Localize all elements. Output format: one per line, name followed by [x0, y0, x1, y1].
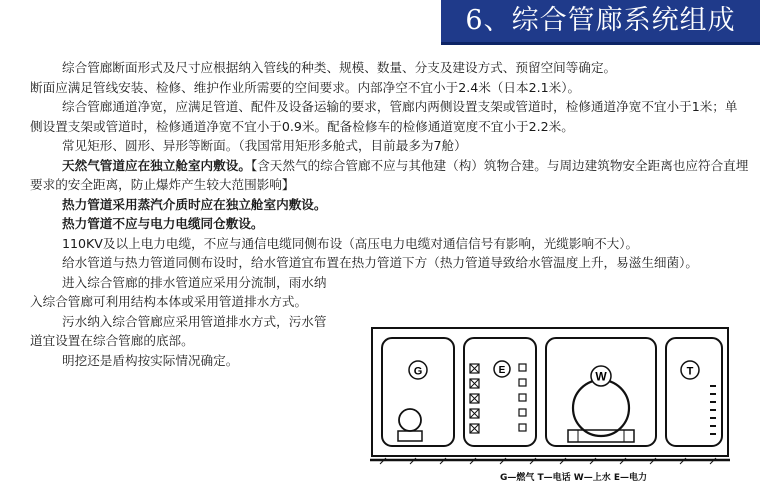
paragraph-6: 热力管道采用蒸汽介质时应在独立舱室内敷设。 [62, 196, 327, 212]
water-pipe [573, 380, 629, 436]
gas-pipe [399, 409, 421, 431]
paragraph-5 [30, 156, 750, 195]
paragraph-12: 明挖还是盾构按实际情况确定。 [62, 352, 239, 368]
paragraph-8: 110KV及以上电力电缆，不应与通信电缆同侧布设（高压电力电缆对通信信号有影响，光缆影响不大）。 [62, 235, 639, 251]
paragraph-3: 综合管廊通道净宽，应满足管道、配件及设备运输的要求，管廊内两侧设置支架或管道时，检修通道净宽不宜小于1米；单侧设置支架或管道时，检修通道净宽不宜小于0.9米。配备检修车的检修通道宽度不宜小于2.2米。 [30, 99, 738, 134]
paragraph-2: 断面应满足管线安装、检修、维护作业所需要的空间要求。内部净空不宜小于2.4米（日本2.1米）。 [30, 79, 581, 95]
telecom-label: T [686, 365, 694, 378]
telecom-brackets [710, 386, 716, 434]
diagram-legend: G—燃气 T—电话 W—上水 E—电力 [500, 473, 648, 483]
gas-label: G [413, 365, 423, 378]
power-label: E [498, 365, 506, 376]
gas-rule: 天然气管道应在独立舱室内敷设。 [62, 157, 251, 173]
paragraph-9: 给水管道与热力管道同侧布设时，给水管道宜布置在热力管道下方（热力管道导致给水管温度上升，易滋生细菌）。 [62, 255, 698, 270]
paragraph-7: 热力管道不应与电力电缆同仓敷设。 [62, 216, 264, 231]
gas-pipe-support [398, 431, 422, 441]
paragraph-10: 进入综合管廊的排水管道应采用分流制，雨水纳入综合管廊可利用结构本体或采用管道排水方式。 [30, 274, 327, 309]
title-banner [441, 0, 760, 45]
tunnel-outer-wall [372, 328, 728, 456]
gas-cabin [382, 338, 454, 446]
gas-rule-note: 【含天然气的综合管廊不应与其他建（构）筑物合建。与周边建筑物安全距离也应符合直埋要求的安全距离，防止爆炸产生较大范围影响】 [30, 157, 749, 192]
cable-trays-right [519, 364, 526, 431]
page-title: 6、综合管廊系统组成 [465, 5, 736, 36]
utility-tunnel-section-diagram [370, 326, 730, 466]
paragraph-4: 常见矩形、圆形、异形等断面。（我国常用矩形多舱式，目前最多为7舱） [62, 138, 467, 153]
paragraph-1: 综合管廊断面形式及尺寸应根据纳入管线的种类、规模、数量、分支及建设方式、预留空间等确定。 [62, 60, 617, 75]
body-text [30, 58, 750, 370]
telecom-cabin [666, 338, 722, 446]
paragraph-11: 污水纳入综合管廊应采用管道排水方式，污水管道宜设置在综合管廊的底部。 [30, 313, 327, 348]
water-label: W [595, 369, 607, 384]
